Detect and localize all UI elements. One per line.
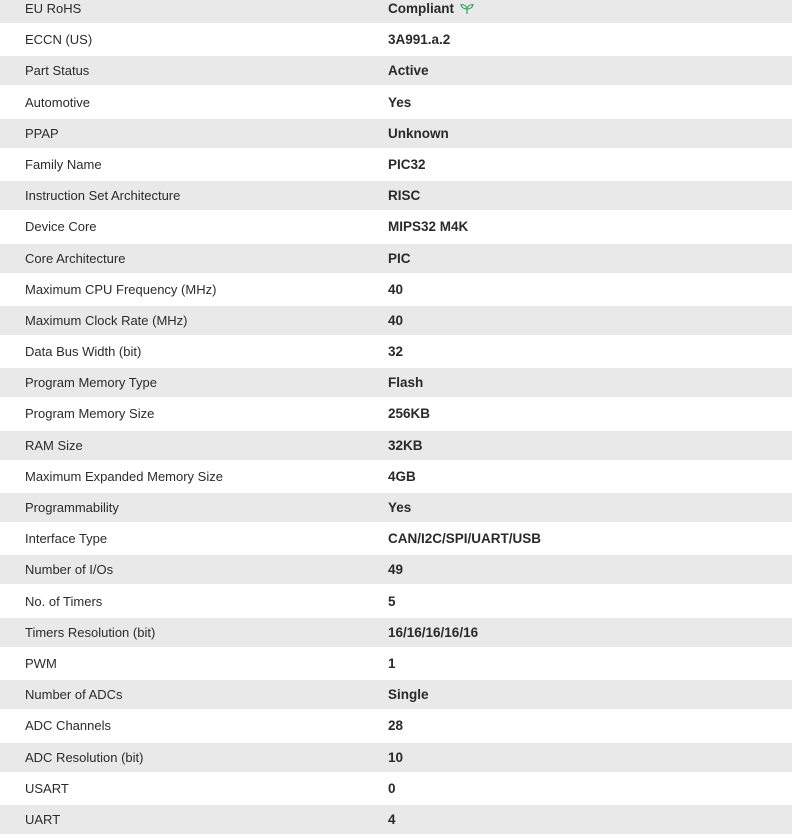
spec-label: Instruction Set Architecture xyxy=(25,188,181,204)
spec-row-family-name xyxy=(0,150,792,179)
spec-label: Device Core xyxy=(25,219,97,235)
spec-row-core-architecture xyxy=(0,244,792,273)
spec-label: PWM xyxy=(25,655,57,671)
spec-value: Single xyxy=(388,687,429,703)
spec-row-program-memory-type xyxy=(0,368,792,397)
spec-label: Core Architecture xyxy=(25,250,126,266)
spec-label: Number of ADCs xyxy=(25,687,123,703)
spec-row-no-of-timers xyxy=(0,587,792,616)
spec-row-automotive xyxy=(0,88,792,117)
spec-label: Program Memory Type xyxy=(25,375,157,391)
spec-label: Maximum Expanded Memory Size xyxy=(25,468,223,484)
spec-row-programmability xyxy=(0,493,792,522)
spec-row-ppap xyxy=(0,119,792,148)
spec-row-max-expanded-memory xyxy=(0,462,792,491)
spec-row-adc-channels xyxy=(0,711,792,740)
spec-row-ram-size xyxy=(0,431,792,460)
spec-row-eccn xyxy=(0,25,792,54)
spec-label: Part Status xyxy=(25,63,90,79)
spec-label: Maximum Clock Rate (MHz) xyxy=(25,312,188,328)
spec-label: ADC Resolution (bit) xyxy=(25,749,144,765)
spec-value: 10 xyxy=(388,749,404,765)
spec-value: Active xyxy=(388,63,429,79)
spec-label: Automotive xyxy=(25,94,91,110)
spec-row-data-bus-width xyxy=(0,337,792,366)
spec-value: 3A991.a.2 xyxy=(388,32,451,48)
spec-label: EU RoHS xyxy=(25,1,82,16)
spec-label: UART xyxy=(25,811,61,827)
spec-value: Compliant xyxy=(388,1,454,16)
spec-value: Unknown xyxy=(388,125,449,141)
spec-label: Programmability xyxy=(25,500,119,515)
spec-value: 256KB xyxy=(388,406,431,422)
spec-label: Timers Resolution (bit) xyxy=(25,624,156,640)
spec-value: 32 xyxy=(388,344,404,360)
spec-row-max-cpu-frequency xyxy=(0,275,792,304)
spec-value: Yes xyxy=(388,94,412,110)
spec-label: Interface Type xyxy=(25,531,108,547)
spec-row-number-of-ios xyxy=(0,555,792,584)
spec-row-part-status xyxy=(0,56,792,85)
spec-label: ECCN (US) xyxy=(25,32,93,48)
spec-row-pwm xyxy=(0,649,792,678)
spec-value: Yes xyxy=(388,500,412,515)
spec-label: Program Memory Size xyxy=(25,406,155,422)
spec-label: No. of Timers xyxy=(25,593,103,609)
spec-row-max-clock-rate xyxy=(0,306,792,335)
spec-value: 0 xyxy=(388,780,396,796)
spec-row-timers-resolution xyxy=(0,618,792,647)
spec-value: 32KB xyxy=(388,437,423,453)
spec-value: 16/16/16/16/16 xyxy=(388,624,479,640)
spec-value: 5 xyxy=(388,593,396,609)
spec-value: 40 xyxy=(388,281,404,297)
spec-value: 40 xyxy=(388,312,404,328)
spec-value: Flash xyxy=(388,375,424,391)
spec-label: PPAP xyxy=(25,125,59,141)
spec-label: Family Name xyxy=(25,156,102,172)
spec-label: Maximum CPU Frequency (MHz) xyxy=(25,281,217,297)
spec-value: RISC xyxy=(388,188,421,204)
spec-row-uart xyxy=(0,805,792,834)
spec-value: PIC32 xyxy=(388,156,426,172)
spec-row-number-of-adcs xyxy=(0,680,792,709)
spec-value: PIC xyxy=(388,250,411,266)
spec-label: ADC Channels xyxy=(25,718,111,734)
spec-label: Number of I/Os xyxy=(25,562,114,578)
spec-value: 49 xyxy=(388,562,404,578)
spec-value-cell xyxy=(388,1,792,16)
spec-label: USART xyxy=(25,780,69,796)
spec-value: MIPS32 M4K xyxy=(388,219,469,235)
spec-label: Data Bus Width (bit) xyxy=(25,344,142,360)
spec-row-usart xyxy=(0,774,792,803)
spec-row-interface-type xyxy=(0,524,792,553)
spec-value: 28 xyxy=(388,718,404,734)
spec-row-isa xyxy=(0,181,792,210)
spec-label: RAM Size xyxy=(25,437,83,453)
spec-row-program-memory-size xyxy=(0,399,792,428)
spec-value: 4GB xyxy=(388,468,416,484)
spec-row-device-core xyxy=(0,212,792,241)
spec-value: CAN/I2C/SPI/UART/USB xyxy=(388,531,542,547)
spec-row-eu-rohs xyxy=(0,0,792,23)
spec-value: 1 xyxy=(388,655,396,671)
leaf-icon xyxy=(460,3,474,15)
spec-row-adc-resolution xyxy=(0,743,792,772)
spec-value: 4 xyxy=(388,811,396,827)
